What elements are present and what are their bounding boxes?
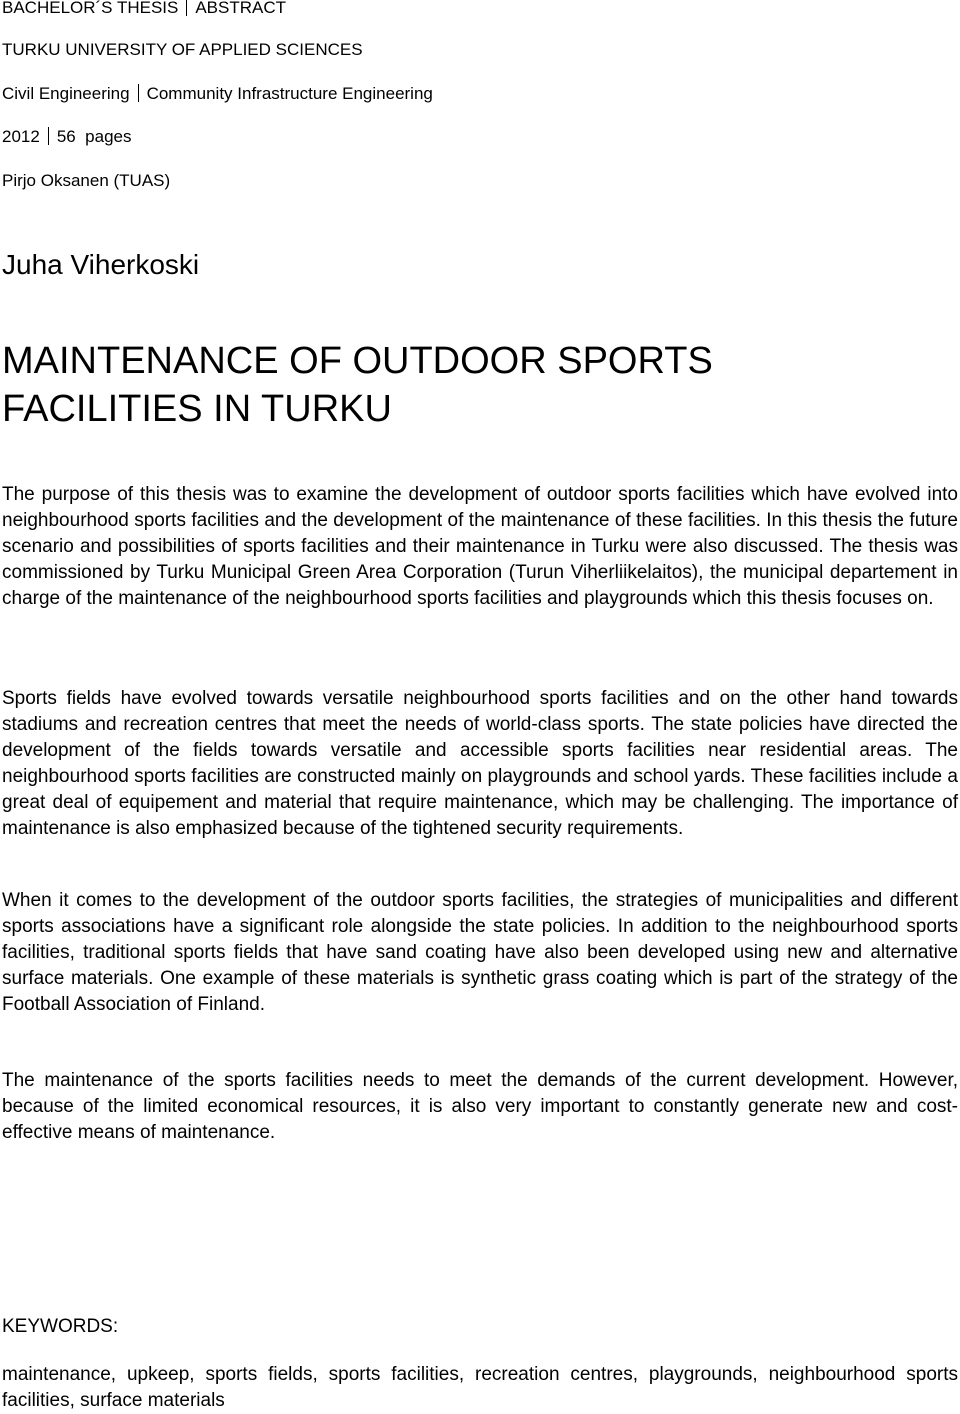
year: 2012 [2,127,40,146]
separator [186,0,187,16]
thesis-title [2,337,713,433]
university: TURKU UNIVERSITY OF APPLIED SCIENCES [2,40,363,59]
keywords-list: maintenance, upkeep, sports fields, sports facilities, recreation centres, playgrounds, neighbourhood sports facilities, surface materials [2,1364,958,1411]
separator [138,84,139,102]
programme-line [2,84,433,104]
year-pages-line [2,127,132,147]
separator [48,127,49,145]
title-line-1: MAINTENANCE OF OUTDOOR SPORTS [2,340,713,382]
abstract-paragraph-4: The maintenance of the sports facilities needs to meet the demands of the current development. However, because of the limited economical resources, it is also very important to constantly generate new and cost-effective means of maintenance. [2,1070,958,1143]
abstract-paragraph-1: The purpose of this thesis was to examine the development of outdoor sports facilities which have evolved into neighbourhood sports facilities and the development of the maintenance of these facilities. In this thesis the future scenario and possibilities of sports facilities and their maintenance in Turku were also discussed. The thesis was commissioned by Turku Municipal Green Area Corporation (Turun Viherliikelaitos), the municipal departement in charge of the maintenance of the neighbourhood sports facilities and playgrounds which this thesis focuses on. [2,484,958,609]
author-name: Juha Viherkoski [2,249,200,280]
abstract-paragraph-3: When it comes to the development of the outdoor sports facilities, the strategies of municipalities and different sports associations have a significant role alongside the state policies. In addition to the neighbourhood sports facilities, traditional sports fields that have sand coating have also been developed using new and alternative surface materials. One example of these materials is synthetic grass coating which is part of the strategy of the Football Association of Finland. [2,890,958,1015]
page-count: 56 pages [56,127,132,146]
title-line-2: FACILITIES IN TURKU [2,388,392,430]
section-label: ABSTRACT [195,0,287,17]
keywords-label: KEYWORDS: [2,1316,119,1337]
thesis-type: BACHELOR´S THESIS [2,0,179,17]
thesis-type-line [2,0,286,18]
degree-programme: Civil Engineering [2,84,130,103]
abstract-paragraph-2: Sports fields have evolved towards versatile neighbourhood sports facilities and on the other hand towards stadiums and recreation centres that meet the needs of world-class sports. The state policies have directed the development of the fields towards versatile and accessible sports facilities near residential areas. The neighbourhood sports facilities are constructed mainly on playgrounds and school yards. These facilities include a great deal of equipement and material that require maintenance, which may be challenging. The importance of maintenance is also emphasized because of the tightened security requirements. [2,688,958,839]
specialisation: Community Infrastructure Engineering [146,84,433,103]
supervisor: Pirjo Oksanen (TUAS) [2,171,171,190]
